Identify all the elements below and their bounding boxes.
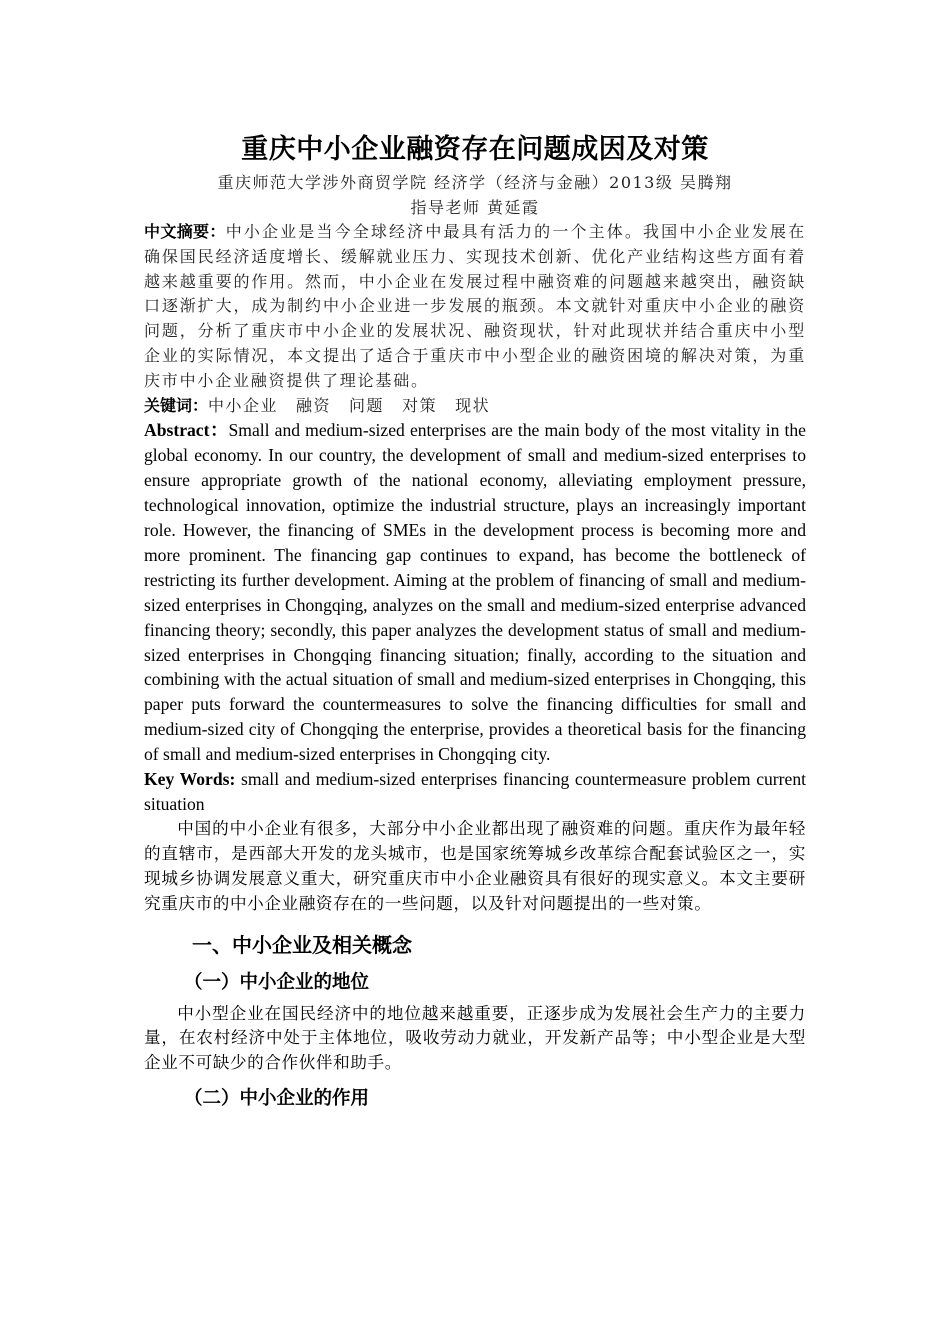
english-abstract-label: Abstract：	[144, 420, 229, 441]
english-abstract	[144, 418, 806, 767]
chinese-keyword: 对策	[402, 395, 438, 415]
paper-title: 重庆中小企业融资存在问题成因及对策	[241, 134, 709, 165]
author-line: 重庆师范大学涉外商贸学院 经济学（经济与金融）2013级 吴腾翔	[217, 173, 733, 192]
paper-page	[144, 130, 806, 1118]
chinese-keyword: 中小企业	[208, 395, 279, 415]
section-1-heading: 一、中小企业及相关概念	[192, 932, 412, 957]
chinese-keywords	[144, 394, 806, 419]
advisor-line: 指导老师 黄延霞	[410, 198, 540, 217]
subsection-1-paragraph: 中小型企业在国民经济中的地位越来越重要，正逐步成为发展社会生产力的主要力量，在农村经济中处于主体地位，吸收劳动力就业，开发新产品等；中小型企业是大型企业不可缺少的合作伙伴和助手。	[144, 1003, 806, 1073]
subsection-1-heading: （一）中小企业的地位	[184, 971, 370, 993]
chinese-keyword: 问题	[349, 395, 385, 415]
chinese-keyword: 融资	[296, 395, 332, 415]
intro-paragraph: 中国的中小企业有很多，大部分中小企业都出现了融资难的问题。重庆作为最年轻的直辖市，是西部大开发的龙头城市，也是国家统筹城乡改革综合配套试验区之一，实现城乡协调发展意义重大，研究重庆市中小企业融资具有很好的现实意义。本文主要研究重庆市的中小企业融资存在的一些问题，以及针对问题提出的一些对策。	[144, 818, 806, 913]
chinese-keyword: 现状	[455, 395, 491, 415]
chinese-keywords-label: 关键词：	[144, 395, 209, 415]
chinese-abstract	[144, 220, 806, 394]
english-keywords	[144, 767, 806, 817]
subsection-2-heading: （二）中小企业的作用	[184, 1088, 370, 1110]
english-keywords-text: small and medium-sized enterprises financing countermeasure problem current situation	[144, 769, 807, 814]
chinese-abstract-label: 中文摘要：	[144, 222, 226, 241]
english-keywords-label: Key Words:	[144, 769, 236, 790]
english-abstract-text: Small and medium-sized enterprises are the main body of the most vitality in the global economy. In our country, the development of small and medium-sized enterprises to ensure appropriate growth of the national economy, alleviating employment pressure, technological innovation, optimize the industrial structure, plays an increasingly important role. However, the financing of SMEs in the development process is becoming more and more prominent. The financing gap continues to expand, has become the bottleneck of restricting its further development. Aiming at the problem of financing of small and medium-sized enterprises in Chongqing, analyzes on the small and medium-sized enterprise advanced financing theory; secondly, this paper analyzes the development status of small and medium-sized enterprises in Chongqing financing situation; finally, according to the situation and combining with the actual situation of small and medium-sized enterprises in Chongqing, this paper puts forward the countermeasures to solve the financing difficulties for small and medium-sized city of Chongqing the enterprise, provides a theoretical basis for the financing of small and medium-sized enterprises in Chongqing city.	[144, 420, 806, 765]
chinese-abstract-text: 中小企业是当今全球经济中最具有活力的一个主体。我国中小企业发展在确保国民经济适度增长、缓解就业压力、实现技术创新、优化产业结构这些方面有着越来越重要的作用。然而，中小企业在发展过程中融资难的问题越来越突出，融资缺口逐渐扩大，成为制约中小企业进一步发展的瓶颈。本文就针对重庆中小企业的融资问题，分析了重庆市中小企业的发展状况、融资现状，针对此现状并结合重庆中小型企业的实际情况，本文提出了适合于重庆市中小型企业的融资困境的解决对策，为重庆市中小企业融资提供了理论基础。	[144, 222, 806, 390]
